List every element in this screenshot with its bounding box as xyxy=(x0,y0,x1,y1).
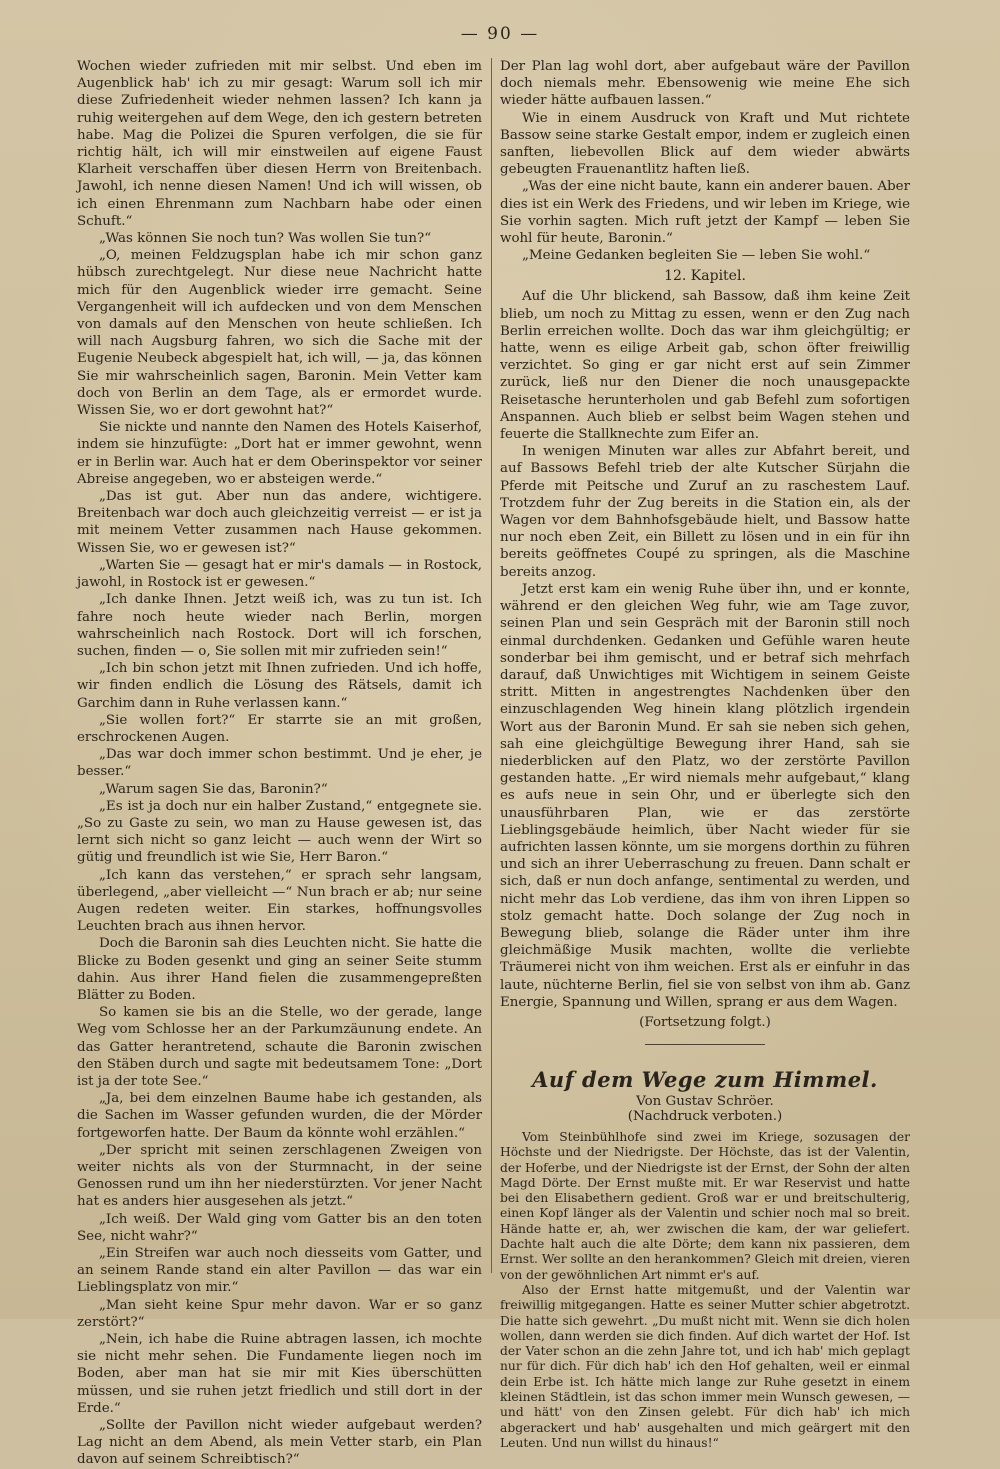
paragraph: „Es ist ja doch nur ein halber Zustand,“ entgegnete sie. „So zu Gaste zu sein, wo man zu Hause gewesen ist, das lernt sich nicht so ganz leicht — auch wenn der Wirt so gütig und freundlich ist wie Sie, Herr Baron.“ xyxy=(77,798,482,866)
paragraph: Der Plan lag wohl dort, aber aufgebaut wäre der Pavillon doch niemals mehr. Ebensowenig wie meine Ehe sich wieder hätte aufbauen lassen.“ xyxy=(500,59,910,109)
paragraph: „Der spricht mit seinen zerschlagenen Zweigen von weiter nichts als von der Sturmnacht, in der seine Genossen rund um ihn her niederstürzten. Vor jener Nacht hat es anders hier ausgesehen als jetzt.“ xyxy=(77,1142,482,1210)
paragraph: „Das ist gut. Aber nun das andere, wichtigere. Breitenbach war doch auch gleichzeitig verreist — er ist ja mit meinem Vetter zusammen nach Hause gekommen. Wissen Sie, wo er gewesen ist?“ xyxy=(77,489,482,556)
reprint-note: (Nachdruck verboten.) xyxy=(627,1108,783,1124)
page-number: — 90 — xyxy=(460,24,540,44)
story-byline: Von Gustav Schröer. xyxy=(636,1093,774,1109)
paragraph: „O, meinen Feldzugsplan habe ich mir schon ganz hübsch zurechtgelegt. Nur diese neue Nachricht hatte mich für den Augenblick wieder irre gemacht. Seine Vergangenheit will ich aufdecken und von dem Menschen von damals auf den Menschen von heute schließen. Ich will nach Augsburg fahren, wo sich die Sache mit der Eugenie Neubeck abgespielt hat, ich will, — ja, das können Sie mir wahrscheinlich sagen, Baronin. Mein Vetter kam doch von Berlin an dem Tage, als er ermordet wurde. Wissen Sie, wo er dort gewohnt hat?“ xyxy=(77,248,482,419)
paragraph: So kamen sie bis an die Stelle, wo der gerade, lange Weg vom Schlosse her an der Parkumzäunung endete. An das Gatter herantretend, schaute die Baronin zwischen den Stäben durch und sagte mit bedeutsamem Tone: „Dort ist ja der tote See.“ xyxy=(77,1005,482,1089)
column-divider xyxy=(491,58,492,1273)
story-title: Auf dem Wege zum Himmel. xyxy=(532,1066,878,1092)
paragraph: Sie nickte und nannte den Namen des Hotels Kaiserhof, indem sie hinzufügte: „Dort hat er immer gewohnt, wenn er in Berlin war. Auch hat er dem Oberinspektor vor seiner Abreise angegeben, wo er absteigen werde.“ xyxy=(77,420,482,487)
story-paragraph: Also der Ernst hatte mitgemußt, und der Valentin war freiwillig mitgegangen. Hatte es seiner Mutter schier abgetrotzt. Die hatte sich gewehrt. „Du mußt nicht mit. Wenn sie dich holen wollen, dann werden sie dich finden. Auf dich wartet der Hof. Ist der Vater schon an die zehn Jahre tot, und ich hab' mich geplagt nur für dich. Für dich hab' ich den Hof gehalten, weil er einmal dein Erbe ist. Ich hätte mich lange zur Ruhe gesetzt in einem kleinen Städtlein, ist das schon immer mein Wunsch gewesen, — und hätt' von den Zinsen gelebt. Für dich hab' ich mich abgerackert und hab' ausgehalten und mich geärgert mit den Leuten. Und nun willst du hinaus!“ xyxy=(500,1282,910,1450)
paragraph: „Meine Gedanken begleiten Sie — leben Sie wohl.“ xyxy=(522,248,871,264)
paragraph: Wie in einem Ausdruck von Kraft und Mut richtete Bassow seine starke Gestalt empor, indem er zugleich einen sanften, liebevollen Blick auf dem wieder abwärts gebeugten Frauenantlitz haften ließ. xyxy=(500,110,910,178)
paragraph: „Ich weiß. Der Wald ging vom Gatter bis an den toten See, nicht wahr?“ xyxy=(77,1211,482,1244)
right-column xyxy=(500,58,910,1450)
paragraph: „Sie wollen fort?“ Er starrte sie an mit großen, erschrockenen Augen. xyxy=(77,712,482,745)
paragraph: Doch die Baronin sah dies Leuchten nicht. Sie hatte die Blicke zu Boden gesenkt und ging an seiner Seite stumm dahin. Aus ihrer Hand fielen die zusammengepreßten Blätter zu Boden. xyxy=(77,936,482,1003)
story-paragraph: Vom Steinbühlhofe sind zwei im Kriege, sozusagen der Höchste und der Niedrigste. Der Höchste, das ist der Valentin, der Hoferbe, und der Niedrigste ist der Ernst, der Sohn der alten Magd Dörte. Der Ernst mußte mit. Er war Reservist und hatte bei den Elisabethern gedient. Groß war er und breitschulterig, einen Kopf länger als der Valentin und schier noch mal so breit. Hände hatte er, ah, wer zwischen die kam, der war geliefert. Dachte halt auch die alte Dörte; dem kann nix passieren, dem Ernst. Wer sollte an den herankommen? Gleich mit dreien, vieren von der gewöhnlichen Art nimmt er's auf. xyxy=(500,1129,910,1282)
left-column xyxy=(77,58,482,1468)
section-divider xyxy=(645,1044,765,1045)
paragraph: „Ein Streifen war auch noch diesseits vom Gatter, und an seinem Rande stand ein alter Pavillon — das war ein Lieblingsplatz von mir.“ xyxy=(77,1246,482,1296)
paragraph: In wenigen Minuten war alles zur Abfahrt bereit, und auf Bassows Befehl trieb der alte Kutscher Sürjahn die Pferde mit Peitsche und Zuruf an zu raschestem Lauf. Trotzdem fuhr der Zug bereits in die Station ein, als der Wagen vor dem Bahnhofsgebäude hielt, und Bassow hatte nur noch eben Zeit, ein Billett zu lösen und in ein für ihn bereits geöffnetes Coupé zu springen, als die Maschine bereits anzog. xyxy=(500,444,910,580)
paragraph: „Ich bin schon jetzt mit Ihnen zufrieden. Und ich hoffe, wir finden endlich die Lösung des Rätsels, damit ich Garchim dann in Ruhe verlassen kann.“ xyxy=(77,661,482,711)
paragraph: Wochen wieder zufrieden mit mir selbst. Und eben im Augenblick hab' ich zu mir gesagt: Warum soll ich mir diese Zufriedenheit wieder nehmen lassen? Ich kann ja ruhig weitergehen auf dem Wege, den ich gestern betreten habe. Mag die Polizei die Spuren verfolgen, die sie für richtig hält, ich will mir einstweilen auf eigene Faust Klarheit verschaffen über diesen Herrn von Breitenbach. Jawohl, ich nenne diesen Namen! Und ich will wissen, ob ich einen Ehrenmann zum Nachbarn habe oder einen Schuft.“ xyxy=(77,59,482,229)
paragraph: „Ich kann das verstehen,“ er sprach sehr langsam, überlegend, „aber vielleicht —“ Nun brach er ab; nur seine Augen redeten weiter. Ein starkes, hoffnungsvolles Leuchten brach aus ihnen hervor. xyxy=(77,867,482,935)
paragraph: „Ich danke Ihnen. Jetzt weiß ich, was zu tun ist. Ich fahre noch heute wieder nach Berlin, morgen wahrscheinlich nach Rostock. Dort will ich forschen, suchen, finden — o, Sie sollen mit mir zufrieden sein!“ xyxy=(77,592,482,659)
paragraph: Jetzt erst kam ein wenig Ruhe über ihn, und er konnte, während er den gleichen Weg fuhr, wie am Tage zuvor, seinen Plan und sein Gespräch mit der Baronin still noch einmal durchdenken. Gedanken und Gefühle waren heute sonderbar bei ihm gemischt, und er betraf sich mehrfach darauf, daß Unwichtiges mit Wichtigem in seinem Geiste stritt. Mitten in angestrengtes Nachdenken über den einzuschlagenden Weg hinein klang plötzlich irgendein Wort aus der Baronin Mund. Er sah sie neben sich gehen, sah eine gleichgültige Bewegung ihrer Hand, sah sie niederblicken auf den Platz, wo der zerstörte Pavillon gestanden hatte. „Er wird niemals mehr aufgebaut,“ klang es aufs neue in sein Ohr, und er überlegte sich den unausführbaren Plan, wie er das zerstörte Lieblingsgebäude heimlich, über Nacht wieder für sie aufrichten lassen könnte, um sie morgens dorthin zu führen und sich an ihrer Ueberraschung zu freuen. Dann schalt er sich, daß er nun doch anfange, sentimental zu werden, und nicht mehr das Lob verdiene, das ihm von ihren Lippen so stolz gemacht hatte. Doch solange der Zug noch in Bewegung blieb, solange die Räder unter ihm ihre gleichmäßige Musik machten, wollte die verliebte Träumerei nicht von ihm weichen. Erst als er einfuhr in das laute, nüchterne Berlin, fiel sie von selbst von ihm ab. Ganz Energie, Spannung und Willen, sprang er aus dem Wagen. xyxy=(500,581,910,1010)
chapter-heading: 12. Kapitel. xyxy=(664,268,746,285)
continued-note: (Fortsetzung folgt.) xyxy=(639,1014,771,1030)
paragraph: „Das war doch immer schon bestimmt. Und je eher, je besser.“ xyxy=(77,747,482,780)
paragraph: „Was können Sie noch tun? Was wollen Sie tun?“ xyxy=(99,231,432,247)
paragraph: „Man sieht keine Spur mehr davon. War er so ganz zerstört?“ xyxy=(77,1297,482,1330)
paragraph: „Warum sagen Sie das, Baronin?“ xyxy=(99,781,328,797)
paragraph: „Sollte der Pavillon nicht wieder aufgebaut werden? Lag nicht an dem Abend, als mein Vetter starb, ein Plan davon auf seinem Schreibtisch?“ xyxy=(77,1418,482,1468)
paragraph: Auf die Uhr blickend, sah Bassow, daß ihm keine Zeit blieb, um noch zu Mittag zu essen, wenn er den Zug nach Berlin erreichen wollte. Doch das war ihm gleichgültig; er hatte, wenn es eilige Arbeit gab, schon öfter freiwillig verzichtet. So ging er gar nicht erst auf sein Zimmer zurück, ließ nur den Diener die noch unausgepackte Reisetasche herunterholen und gab Befehl zum sofortigen Anspannen. Auch blieb er selbst beim Wagen stehen und feuerte die Stallknechte zum Eifer an. xyxy=(500,289,910,443)
paragraph: „Warten Sie — gesagt hat er mir's damals — in Rostock, jawohl, in Rostock ist er gewesen.“ xyxy=(77,557,482,591)
paragraph: „Nein, ich habe die Ruine abtragen lassen, ich mochte sie nicht mehr sehen. Die Fundamente liegen noch im Boden, aber man hat sie mir mit Kies überschütten müssen, und sie ruhen jetzt friedlich und still dort in der Erde.“ xyxy=(77,1332,482,1416)
paragraph: „Ja, bei dem einzelnen Baume habe ich gestanden, als die Sachen im Wasser gefunden wurden, die der Mörder fortgeworfen hatte. Der Baum da könnte wohl erzählen.“ xyxy=(77,1091,482,1141)
paragraph: „Was der eine nicht baute, kann ein anderer bauen. Aber dies ist ein Werk des Friedens, und wir leben im Kriege, wie Sie vorhin sagten. Mich ruft jetzt der Kampf — leben Sie wohl für heute, Baronin.“ xyxy=(500,179,910,247)
